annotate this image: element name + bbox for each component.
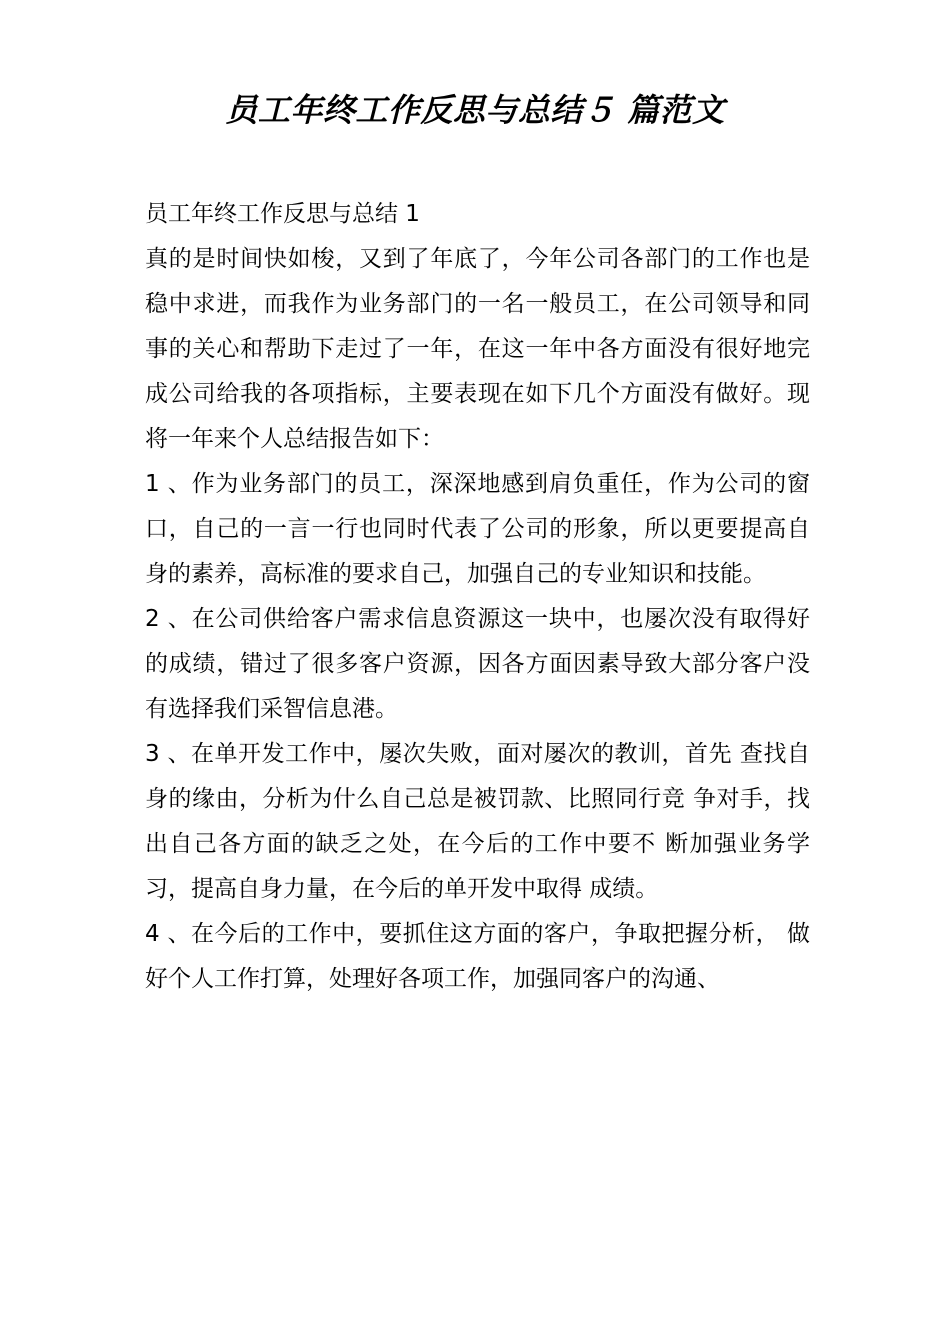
paragraph-point-2: 2 、在公司供给客户需求信息资源这一块中，也屡次没有取得好的成绩，错过了很多客户资源，因各方面因素导致大部分客户没有选择我们采智信息港。 bbox=[145, 606, 810, 722]
document-title: 员工年终工作反思与总结５ 篇范文 bbox=[225, 91, 725, 129]
paragraph-point-1: 1 、作为业务部门的员工，深深地感到肩负重任，作为公司的窗口，自己的一言一行也同时代表了公司的形象，所以更要提高自身的素养，高标准的要求自己，加强自己的专业知识和技能。 bbox=[145, 471, 810, 587]
paragraph-intro: 真的是时间快如梭，又到了年底了，今年公司各部门的工作也是稳中求进，而我作为业务部门的一名一般员工，在公司领导和同事的关心和帮助下走过了一年，在这一年中各方面没有很好地完成公司给我的各项指标，主要表现在如下几个方面没有做好。现将一年来个人总结报告如下： bbox=[145, 246, 810, 452]
section-heading: 员工年终工作反思与总结 1 bbox=[145, 201, 420, 227]
document-body bbox=[145, 192, 810, 1002]
paragraph-point-4: 4 、在今后的工作中，要抓住这方面的客户，争取把握分析， 做好个人工作打算，处理好各项工作，加强同客户的沟通、 bbox=[145, 921, 810, 992]
paragraph-point-3: 3 、在单开发工作中，屡次失败，面对屡次的教训，首先 查找自身的缘由，分析为什么自己总是被罚款、比照同行竞 争对手，找出自己各方面的缺乏之处，在今后的工作中要不 断加强业务学习，提高自身力量，在今后的单开发中取得 成绩。 bbox=[145, 741, 810, 902]
